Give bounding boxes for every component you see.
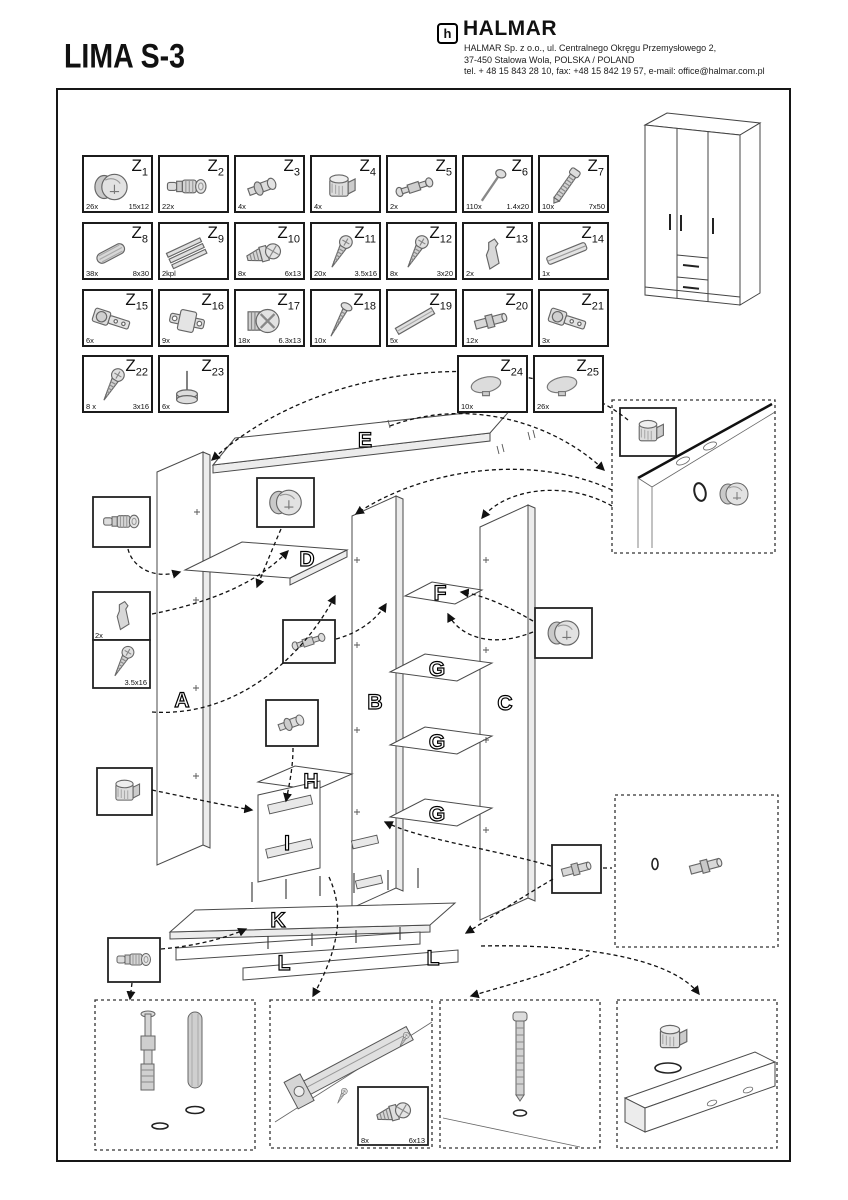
part-qty: 20x: [314, 269, 327, 278]
screw-size: 3.5x16: [124, 678, 147, 687]
part-cell-z16: [158, 289, 229, 347]
part-label: $Z_{23}$: [201, 356, 224, 379]
part-qty: 10x: [542, 202, 555, 211]
part-label: $Z_5$: [435, 156, 452, 179]
part-qty: 18x: [238, 336, 251, 345]
part-cell-z3: [234, 155, 305, 213]
part-cell-z13: [462, 222, 533, 280]
panel-label-C: C: [497, 692, 513, 715]
part-cell-z12: [386, 222, 457, 280]
part-label: $Z_9$: [207, 223, 224, 246]
panel-label-E: E: [357, 429, 373, 452]
part-qty: 26x: [537, 402, 550, 411]
cam-lock-icon: [270, 490, 302, 515]
clip-qty: 2x: [95, 631, 103, 640]
part-cell-z19: [386, 289, 457, 347]
part-qty: 2x: [390, 202, 398, 211]
part-label: $Z_6$: [511, 156, 528, 179]
part-cell-z15: [82, 289, 153, 347]
runner-screw-qty: 8x: [361, 1136, 369, 1145]
part-cell-z20: [462, 289, 533, 347]
panel-label-G: G: [428, 803, 446, 826]
exploded-view: [157, 408, 535, 980]
panel-label-F: F: [433, 582, 447, 605]
panel-label-L: L: [426, 947, 440, 970]
part-label: $Z_7$: [587, 156, 604, 179]
part-cell-z14: [538, 222, 609, 280]
part-label: $Z_4$: [359, 156, 376, 179]
part-qty: 10x: [461, 402, 474, 411]
panel-side-A: [157, 452, 203, 865]
part-label: $Z_8$: [131, 223, 148, 246]
stepped-dowel-icon: [240, 164, 286, 210]
runner-screw-size: 6x13: [408, 1136, 425, 1145]
part-qty: 1x: [542, 269, 550, 278]
wardrobe-thumbnail: [645, 113, 760, 305]
part-label: $Z_{13}$: [505, 223, 528, 246]
part-qty: 2x: [466, 269, 474, 278]
part-cell-z18: [310, 289, 381, 347]
part-cell-z1: [82, 155, 153, 213]
page-title: LIMA S-3: [64, 36, 185, 76]
part-label: $Z_1$: [131, 156, 148, 179]
part-cell-z21: [538, 289, 609, 347]
part-qty: 4x: [238, 202, 246, 211]
part-cell-z17: [234, 289, 305, 347]
panel-label-I: I: [284, 832, 290, 855]
panel-label-G: G: [428, 731, 446, 754]
part-cell-z10: [234, 222, 305, 280]
double-bolt-icon: [392, 164, 438, 210]
part-qty: 8 x: [86, 402, 97, 411]
detail-top-corner: [612, 400, 775, 553]
part-cell-z4: [310, 155, 381, 213]
panel-label-L: L: [277, 952, 291, 975]
part-label: $Z_{15}$: [125, 290, 148, 313]
part-qty: 6x: [162, 402, 170, 411]
part-qty: 12x: [466, 336, 479, 345]
part-size: 7x50: [588, 202, 605, 211]
cam-lock-icon: [548, 621, 579, 645]
part-cell-z24: [457, 355, 528, 413]
part-size: 6x13: [284, 269, 301, 278]
part-cell-z2: [158, 155, 229, 213]
shelf-pin-icon: [689, 856, 723, 877]
part-size: 1.4x20: [506, 202, 529, 211]
part-cell-z8: [82, 222, 153, 280]
part-label: $Z_{25}$: [576, 356, 599, 379]
part-label: $Z_{10}$: [277, 223, 300, 246]
part-label: $Z_{19}$: [429, 290, 452, 313]
part-qty: 8x: [390, 269, 398, 278]
part-qty: 6x: [86, 336, 94, 345]
part-label: $Z_{21}$: [581, 290, 604, 313]
brand-name: HALMAR: [463, 17, 557, 40]
part-size: 15x12: [128, 202, 149, 211]
part-qty: 2kpl: [162, 269, 176, 278]
logo-letter: h: [443, 26, 452, 41]
panel-label-H: H: [303, 770, 319, 793]
part-label: $Z_{20}$: [505, 290, 528, 313]
screw-icon: [335, 1087, 349, 1105]
part-label: $Z_{17}$: [277, 290, 300, 313]
part-cell-z22: [82, 355, 153, 413]
part-cell-z6: [462, 155, 533, 213]
detail-shelf-pin: [603, 795, 778, 947]
part-label: $Z_{22}$: [125, 356, 148, 379]
part-size: 8x30: [132, 269, 149, 278]
part-label: $Z_{18}$: [353, 290, 376, 313]
panel-label-D: D: [299, 548, 315, 571]
part-qty: 4x: [314, 202, 322, 211]
part-label: $Z_{11}$: [354, 223, 376, 246]
detail-cam-corner: [617, 1000, 777, 1148]
panel-label-A: A: [174, 689, 190, 712]
cam-lock-icon: [720, 483, 748, 505]
part-label: $Z_{16}$: [201, 290, 224, 313]
part-qty: 10x: [314, 336, 327, 345]
part-qty: 9x: [162, 336, 170, 345]
part-qty: 110x: [466, 202, 482, 211]
address-line: 37-450 Stalowa Wola, POLSKA / POLAND: [464, 54, 635, 65]
panel-label-G: G: [428, 658, 446, 681]
part-cell-z11: [310, 222, 381, 280]
part-qty: 26x: [86, 202, 99, 211]
part-cell-z9: [158, 222, 229, 280]
cam-housing-icon: [660, 1025, 686, 1047]
address-line: HALMAR Sp. z o.o., ul. Centralnego Okręgu Przemysłowego 2,: [464, 43, 717, 53]
address-line: tel. + 48 15 843 28 10, fax: +48 15 842 19 57, e-mail: office@halmar.com.pl: [464, 66, 765, 76]
part-cell-z7: [538, 155, 609, 213]
detail-confirmat: [440, 1000, 600, 1148]
panel-label-B: B: [367, 691, 383, 714]
part-size: 6.3x13: [278, 336, 301, 345]
part-label: $Z_3$: [283, 156, 300, 179]
part-cell-z25: [533, 355, 604, 413]
part-qty: 38x: [86, 269, 99, 278]
part-label: $Z_{12}$: [429, 223, 452, 246]
part-label: $Z_{24}$: [500, 356, 523, 379]
part-size: 3x16: [132, 402, 149, 411]
panel-label-K: K: [270, 909, 286, 932]
part-size: 3.5x16: [354, 269, 377, 278]
plastic-clip-icon: [117, 602, 129, 630]
part-size: 3x20: [436, 269, 453, 278]
part-label: $Z_2$: [207, 156, 224, 179]
part-qty: 5x: [390, 336, 398, 345]
part-cell-z23: [158, 355, 229, 413]
part-qty: 8x: [238, 269, 246, 278]
part-qty: 3x: [542, 336, 550, 345]
detail-bolt-dowel: [95, 1000, 255, 1150]
part-qty: 22x: [162, 202, 175, 211]
detail-drawer-runner: [270, 1000, 432, 1148]
part-cell-z5: [386, 155, 457, 213]
cam-housing-icon: [316, 164, 362, 210]
part-label: $Z_{14}$: [581, 223, 604, 246]
